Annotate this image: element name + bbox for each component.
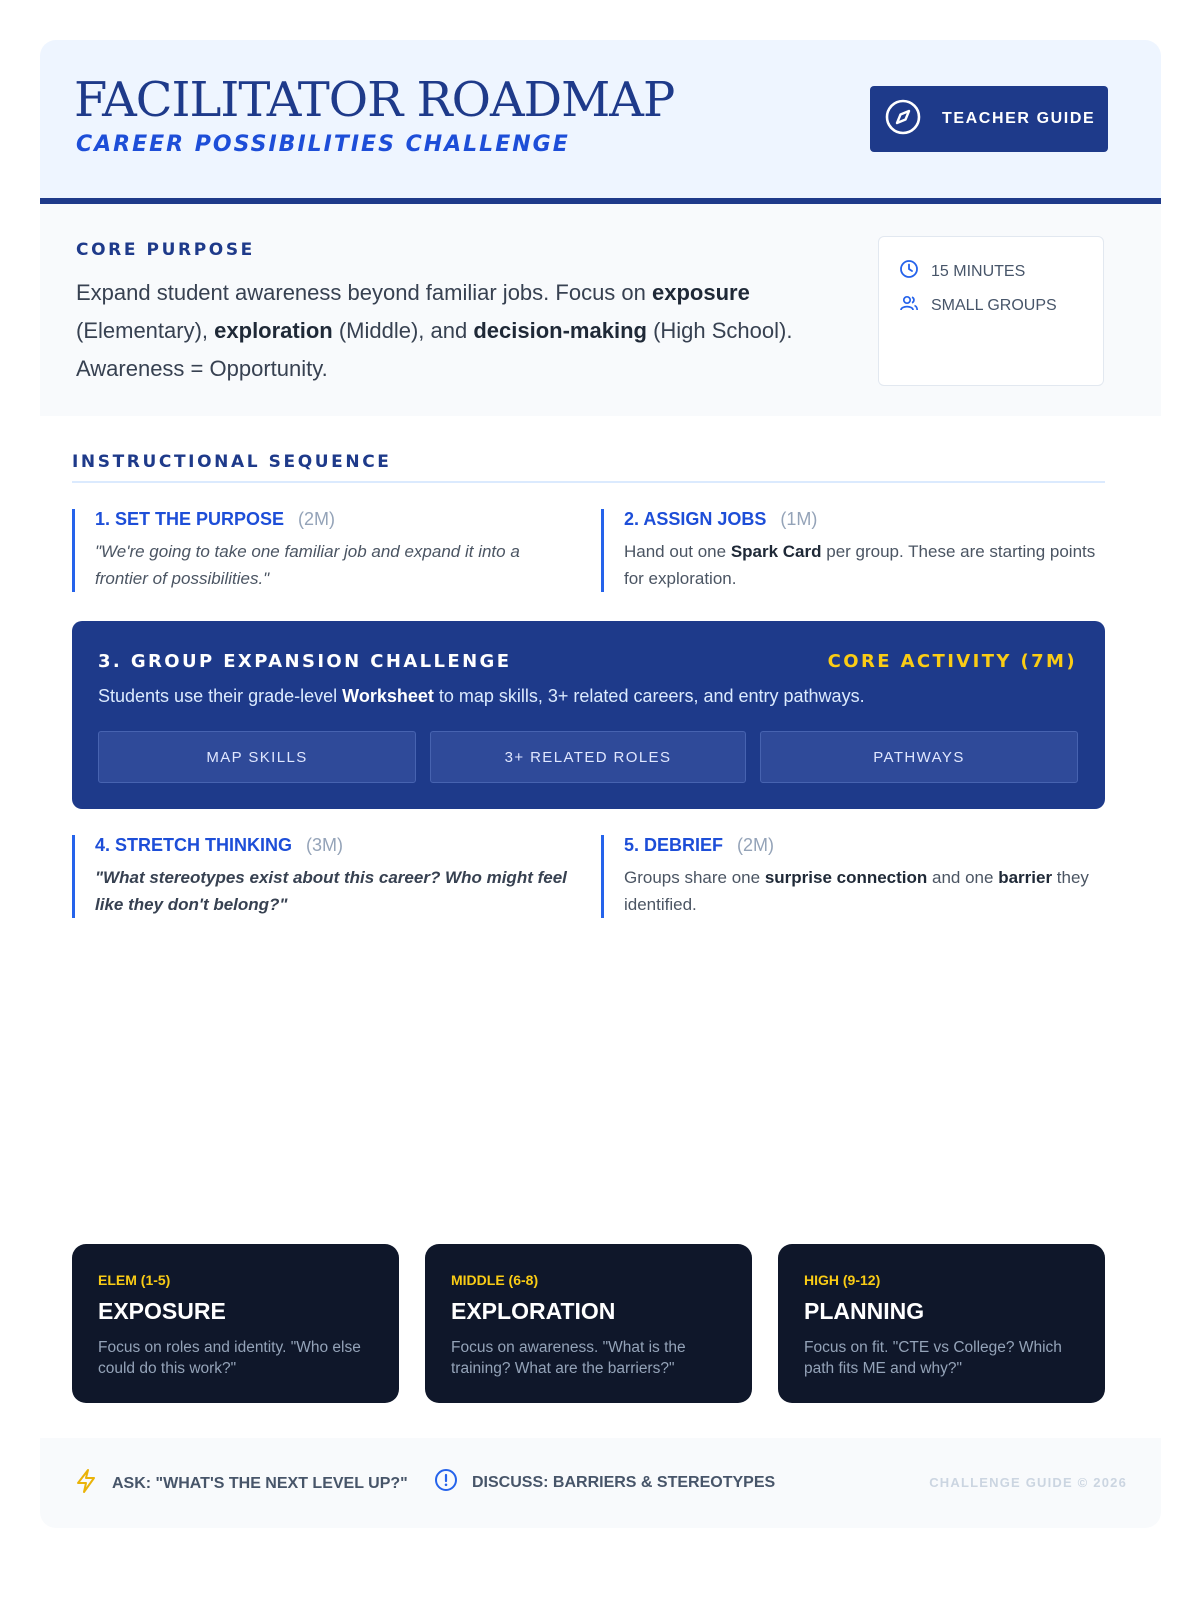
step-set-purpose [72,509,572,592]
lightning-icon [74,1468,98,1499]
grade-card-high [778,1244,1105,1403]
page-title: FACILITATOR ROADMAP [74,72,675,128]
grade-range: ELEM (1-5) [98,1272,171,1288]
sequence-divider [72,481,1105,483]
compass-icon [884,98,922,141]
step-title: 5. DEBRIEF [624,835,724,855]
page-subtitle: CAREER POSSIBILITIES CHALLENGE [76,132,570,157]
discuss-prompt [434,1468,775,1497]
grade-card-elementary [72,1244,399,1403]
grouping-row [899,293,1057,318]
session-meta-box [878,236,1104,386]
grade-range: HIGH (9-12) [804,1272,881,1288]
step-body: Hand out one Spark Card per group. These are starting points for exploration. [624,542,1096,588]
duration-text: 15 MINUTES [931,262,1026,280]
discuss-text: DISCUSS: BARRIERS & STEREOTYPES [472,1473,776,1491]
teacher-guide-label: TEACHER GUIDE [942,110,1096,127]
grade-focus-description: Focus on awareness. "What is the training? What are the barriers?" [451,1339,686,1377]
roadmap-page [40,40,1161,1567]
pathways-pill: PATHWAYS [760,731,1078,783]
ask-prompt [74,1468,408,1499]
core-activity-title: 3. GROUP EXPANSION CHALLENGE [98,651,512,672]
core-activity-card [72,621,1105,809]
grade-focus-description: Focus on roles and identity. "Who else could do this work?" [98,1339,361,1377]
duration-row [899,259,1025,284]
step-title: 2. ASSIGN JOBS [624,509,767,529]
step-debrief [601,835,1105,918]
core-purpose-text: Expand student awareness beyond familiar jobs. Focus on exposure (Elementary), exploration (Middle), and decision-making (High School). Awareness = Opportunity. [76,280,793,381]
step-time: (1M) [780,509,818,529]
footer [40,1438,1161,1528]
core-activity-description: Students use their grade-level Worksheet to map skills, 3+ related careers, and entry pathways. [98,686,865,706]
step-title: 1. SET THE PURPOSE [95,509,285,529]
users-icon [899,293,919,318]
map-skills-pill: MAP SKILLS [98,731,416,783]
core-activity-tag: CORE ACTIVITY (7M) [827,651,1077,672]
grade-range: MIDDLE (6-8) [451,1272,539,1288]
grade-focus-title: EXPOSURE [98,1298,226,1324]
step-title: 4. STRETCH THINKING [95,835,293,855]
step-body: "We're going to take one familiar job and expand it into a frontier of possibilities." [95,542,520,588]
step-time: (2M) [298,509,336,529]
alert-circle-icon [434,1468,458,1497]
core-purpose-section [40,204,1161,416]
step-time: (2M) [737,835,775,855]
core-purpose-label: CORE PURPOSE [76,240,255,260]
grouping-text: SMALL GROUPS [931,296,1057,314]
ask-text: ASK: "WHAT'S THE NEXT LEVEL UP?" [112,1474,408,1492]
step-stretch-thinking [72,835,572,918]
related-roles-pill: 3+ RELATED ROLES [430,731,746,783]
copyright: CHALLENGE GUIDE © 2026 [929,1475,1127,1490]
grade-focus-description: Focus on fit. "CTE vs College? Which path fits ME and why?" [804,1339,1062,1377]
instructional-sequence-label: INSTRUCTIONAL SEQUENCE [72,452,392,472]
step-body: "What stereotypes exist about this career? Who might feel like they don't belong?" [95,868,567,914]
grade-focus-title: PLANNING [804,1298,925,1324]
step-time: (3M) [306,835,344,855]
step-assign-jobs [601,509,1105,592]
grade-card-middle [425,1244,752,1403]
step-body: Groups share one surprise connection and one barrier they identified. [624,868,1089,914]
clock-icon [899,259,919,284]
grade-focus-title: EXPLORATION [451,1298,616,1324]
teacher-guide-button[interactable] [870,86,1108,152]
header [40,40,1161,200]
